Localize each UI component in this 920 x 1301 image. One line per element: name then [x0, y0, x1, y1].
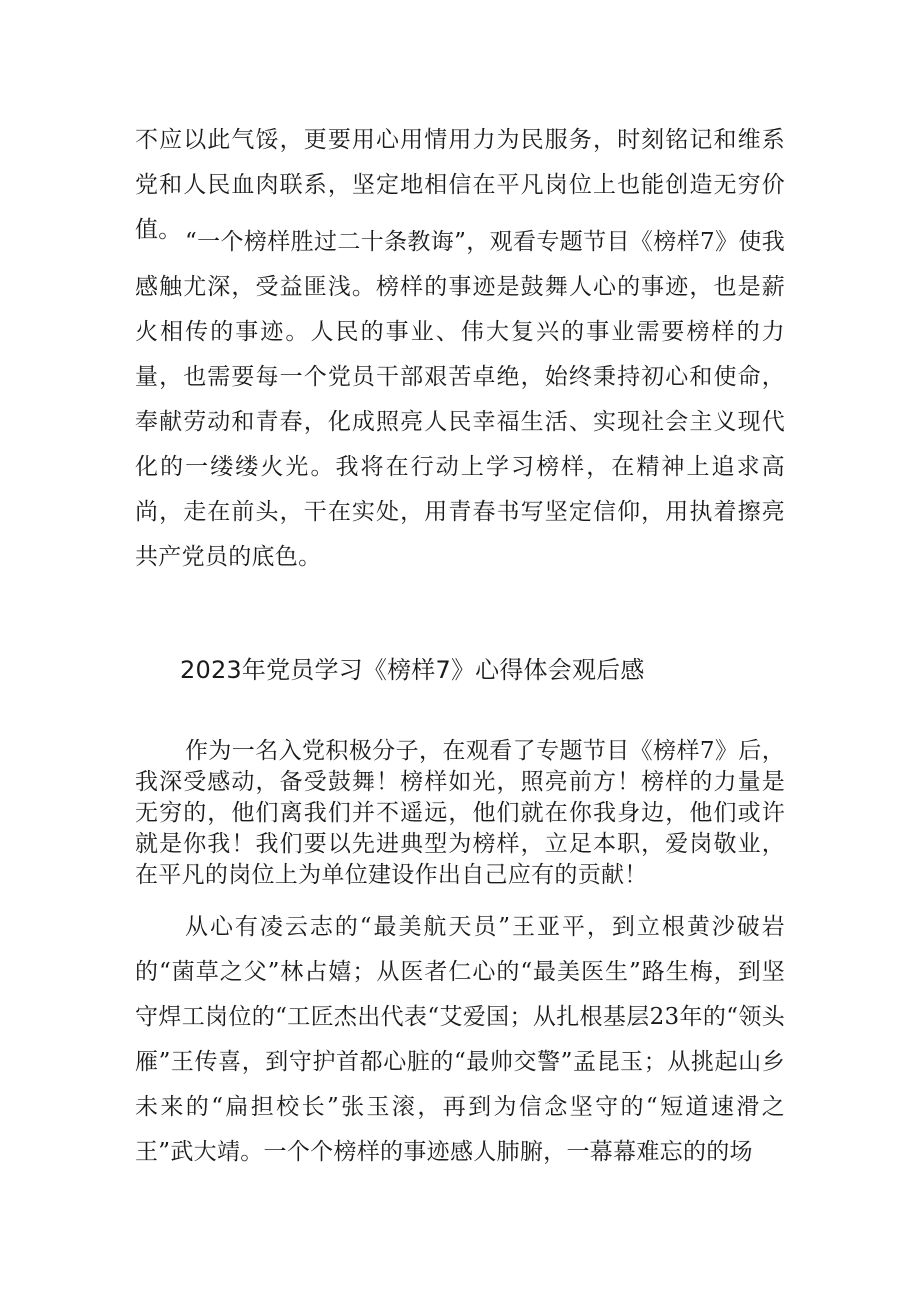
paragraph-continuation: 不应以此气馁，更要用心用情用力为民服务，时刻铭记和维系党和人民血肉联系，坚定地相信在平凡岗位上也能创造无穷价值。: [135, 127, 785, 243]
paragraph-activist-intro: 作为一名入党积极分子，在观看了专题节目《榜样7》后，我深受感动，备受鼓舞！榜样如光，照亮前方！榜样的力量是无穷的，他们离我们并不遥远，他们就在你我身边，他们或许就是你我！我们要以先进典型为榜样，立足本职，爱岗敬业，在平凡的岗位上为单位建设作出自己应有的贡献！: [135, 738, 785, 888]
paragraph-role-model-list: 从心有凌云志的“最美航天员”王亚平，到立根黄沙破岩的“菌草之父”林占嬉；从医者仁心的“最美医生”路生梅，到坚守焊工岗位的“工匠杰出代表“艾爱国；从扎根基层23年的“领头雁”王传喜，到守护首都心脏的“最帅交警”孟昆玉；从挑起山乡未来的“扁担校长”张玉滚，再到为信念坚守的“短道速滑之王”武大靖。一个个榜样的事迹感人肺腑，一幕幕难忘的的场: [135, 914, 785, 1165]
paragraph-role-model-reflection: “一个榜样胜过二十条教诲”，观看专题节目《榜样7》使我感触尤深，受益匪浅。榜样的事迹是鼓舞人心的事迹，也是薪火相传的事迹。人民的事业、伟大复兴的事业需要榜样的力量，也需要每一个党员干部艰苦卓绝，始终秉持初心和使命，奉献劳动和青春，化成照亮人民幸福生活、实现社会主义现代化的一缕缕火光。我将在行动上学习榜样，在精神上追求高尚，走在前头，干在实处，用青春书写坚定信仰，用执着擦亮共产党员的底色。: [135, 229, 785, 570]
section-title: 2023年党员学习《榜样7》心得体会观后感: [180, 656, 645, 684]
